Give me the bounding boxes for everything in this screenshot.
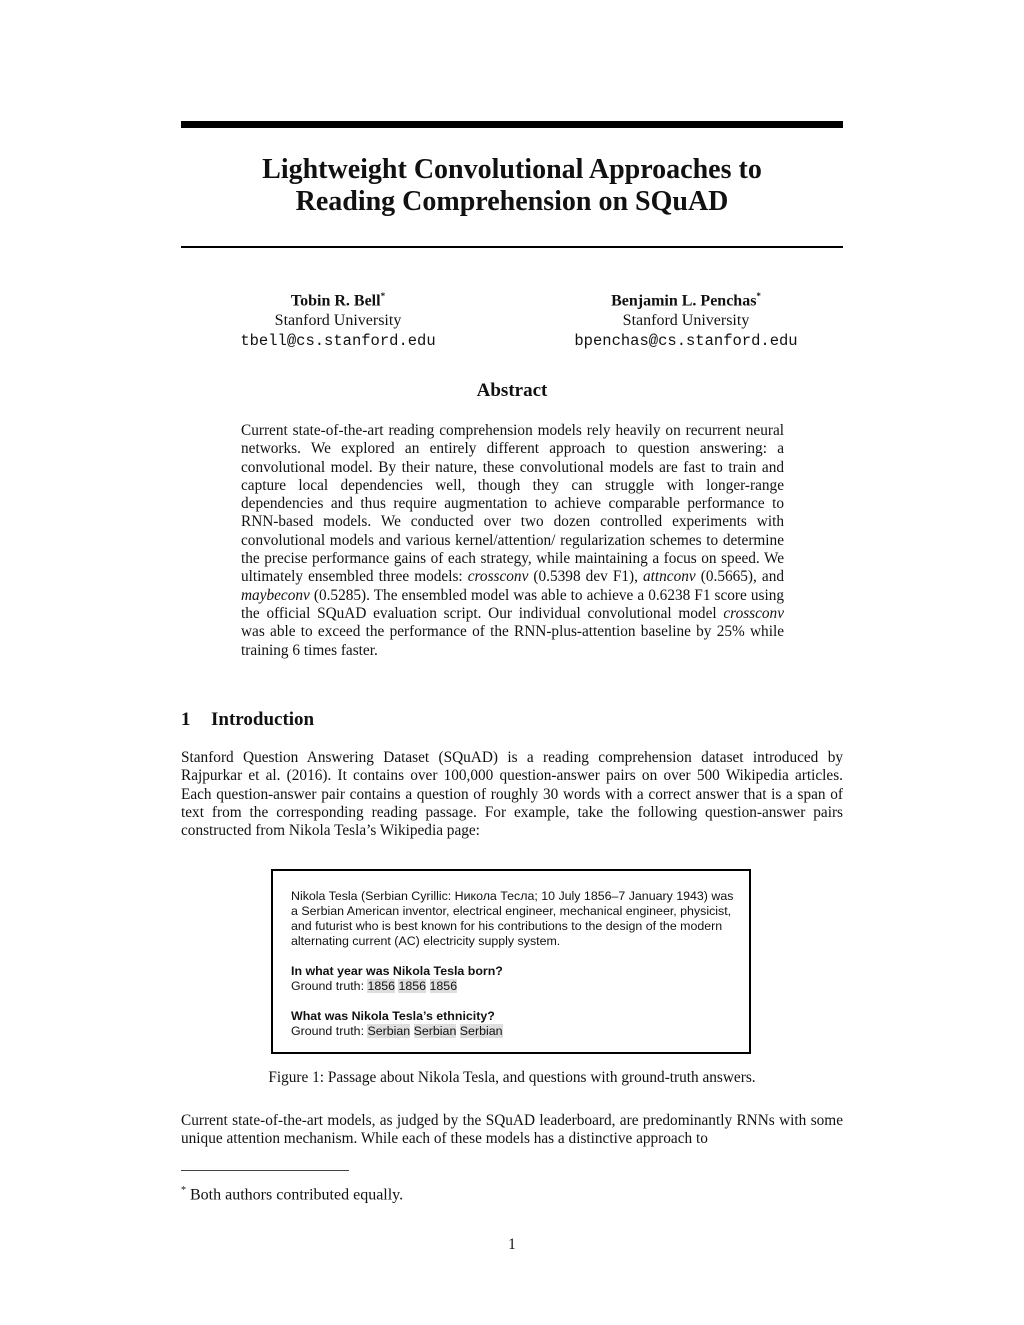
abstract-text: Current state-of-the-art reading comprehension models rely heavily on recurrent neural networks. We explored an entirely different approach to question answering: a convolutional model. By their nature, these convolutional models are fast to train and capture local dependencies well, though they can struggle with longer-range dependencies and thus require augmentation to achieve comparable performance to RNN-based models. We conducted over two dozen controlled experiments with convolutional models and various kernel/attention/ regularization schemes to determine the precise performance gains of each strategy, while maintaining a focus on speed. We ultimately ensembled three models: crossconv (0.5398 dev F1), attnconv (0.5665), and maybeconv (0.5285). The ensembled model was able to achieve a 0.6238 F1 score using the official SQuAD evaluation script. Our individual convolutional model crossconv was able to exceed the performance of the RNN-plus-attention baseline by 25% while training 6 times faster. [241,422,784,659]
figure-answer: Ground truth: 1856 1856 1856 [291,979,458,993]
footnote: * Both authors contributed equally. [181,1185,404,1204]
author-affiliation: Stanford University [274,312,402,330]
title-rule [181,246,843,248]
abstract-heading: Abstract [476,380,548,401]
author-name: Benjamin L. Penchas [611,292,757,310]
intro-paragraph: Stanford Question Answering Dataset (SQuAD) is a reading comprehension dataset introduced by Rajpurkar et al. (2016). It contains over 100,000 question-answer pairs on over 500 Wikipedia articles. Each question-answer pair contains a question of roughly 30 words with a correct answer that is a span of text from the corresponding reading passage. For example, take the following question-answer pairs constructed from Nikola Tesla’s Wikipedia page: [181,749,843,840]
author-name: Tobin R. Bell [290,292,381,310]
author-block-1: Tobin R. Bell* Stanford University tbell@cs.stanford.edu [188,286,488,351]
figure-question: In what year was Nikola Tesla born? [291,964,503,978]
footnote-rule [181,1170,349,1171]
top-rule [181,121,843,128]
figure-question: What was Nikola Tesla’s ethnicity? [291,1009,495,1023]
author-block-2: Benjamin L. Penchas* Stanford University bpenchas@cs.stanford.edu [536,286,836,351]
paper-title: Lightweight Convolutional Approaches to Reading Comprehension on SQuAD [262,154,762,217]
figure-caption: Figure 1: Passage about Nikola Tesla, and questions with ground-truth answers. [268,1069,756,1086]
page-number: 1 [508,1236,516,1253]
author-affiliation: Stanford University [622,312,750,330]
section-heading: 1 Introduction [181,709,315,730]
author-email: tbell@cs.stanford.edu [240,332,436,351]
figure-answer: Ground truth: Serbian Serbian Serbian [291,1024,503,1038]
figure-box [271,869,751,1054]
body-paragraph: Current state-of-the-art models, as judged by the SQuAD leaderboard, are predominantly RNNs with some unique attention mechanism. While each of these models has a distinctive approach to [181,1112,843,1148]
figure-passage: Nikola Tesla (Serbian Cyrillic: Никола Тесла; 10 July 1856–7 January 1943) was a Serbian American inventor, electrical engineer, mechanical engineer, physicist, and futurist who is best known for his contributions to the design of the modern alternating current (AC) electricity supply system. [291,889,734,948]
author-email: bpenchas@cs.stanford.edu [574,332,798,351]
